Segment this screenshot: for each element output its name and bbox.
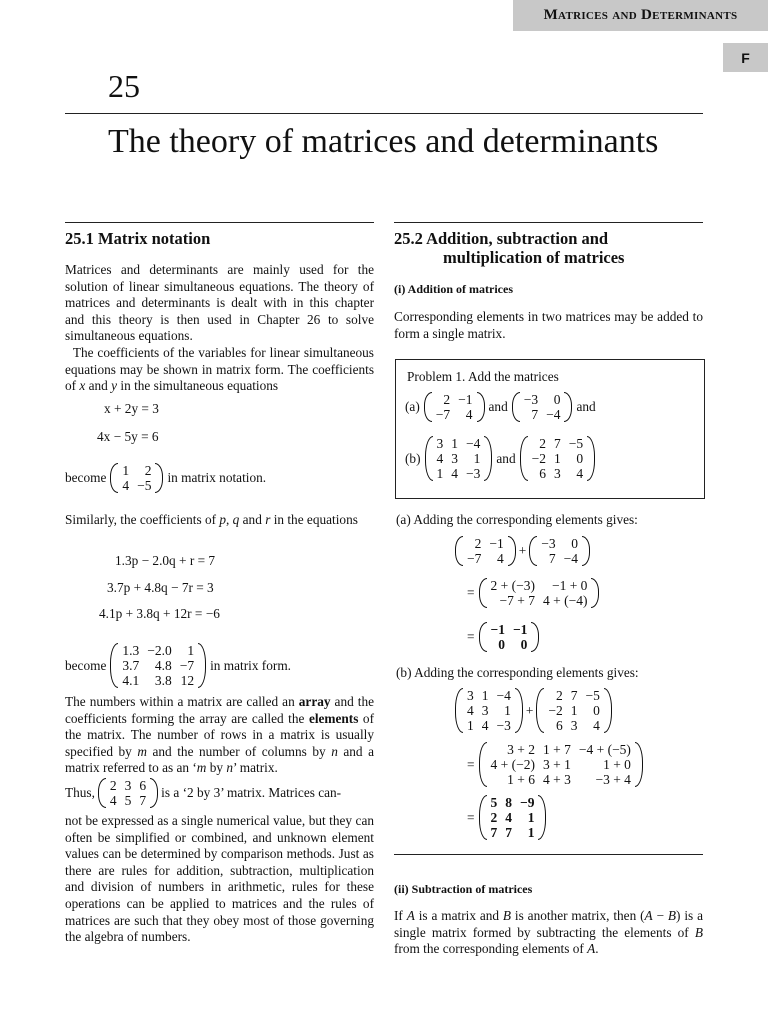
thus-suffix: is a ‘2 by 3’ matrix. Matrices can- <box>161 785 342 800</box>
matrix-left-paren <box>529 536 537 566</box>
matrix-cell: 6 <box>539 466 546 481</box>
equation-3: 1.3p − 2.0q + r = 7 <box>115 553 216 568</box>
problem-end-rule <box>394 854 703 855</box>
matrix-cell: −1 <box>489 536 504 551</box>
matrix-cell: −7 <box>179 658 195 673</box>
matrix-cell: 7 <box>505 825 512 840</box>
matrix-left-paren <box>479 622 487 652</box>
matrix-cell: 1 <box>504 703 511 718</box>
thus-line <box>65 778 341 808</box>
matrix-cell: −5 <box>137 478 152 493</box>
matrix-right-paren <box>564 392 572 422</box>
solution-b-sum <box>455 688 612 733</box>
matrix-cell: 4 <box>481 718 489 733</box>
matrix-cell: 4 <box>451 466 459 481</box>
problem-part-a <box>405 392 596 422</box>
matrix-cell: 5 <box>124 793 132 808</box>
matrix-left-paren <box>98 778 106 808</box>
equals-sign-2: = <box>467 629 475 644</box>
matrix-cell: 4 + (−2) <box>490 757 535 772</box>
matrix-cell: 1 <box>527 810 535 825</box>
matrix-cell: 3.7 <box>122 658 140 673</box>
matrix-cell: −2 <box>531 451 546 466</box>
matrix-left-paren <box>536 688 544 733</box>
become-line-1 <box>65 463 266 493</box>
matrix-cell: −4 <box>466 436 481 451</box>
matrix-cell: −4 + (−5) <box>578 742 631 757</box>
matrix-cell: 3 <box>467 688 474 703</box>
matrix-left-paren <box>512 392 520 422</box>
solution-a-matrix-2 <box>529 536 590 566</box>
addition-subheading: (i) Addition of matrices <box>394 282 513 296</box>
matrix-right-paren <box>531 622 539 652</box>
part-a-label: (a) <box>405 399 420 414</box>
matrix-cell: −4 <box>563 551 578 566</box>
matrix-cell: 4 <box>465 407 473 422</box>
solution-a-step-matrix <box>479 578 600 608</box>
matrix-cell: 7 <box>553 436 561 451</box>
matrix-left-paren <box>455 536 463 566</box>
matrix-right-paren <box>604 688 612 733</box>
matrix-cell: 1 + 6 <box>507 772 535 787</box>
matrix-cell: 1 <box>122 463 130 478</box>
matrix-right-paren <box>515 688 523 733</box>
matrix-cell: 0 <box>576 451 584 466</box>
solution-b-matrix-1 <box>455 688 523 733</box>
matrix-cell: 2 <box>443 392 451 407</box>
matrix-right-paren <box>591 578 599 608</box>
matrix-cell: −7 <box>467 551 482 566</box>
solution-b-matrix-2 <box>536 688 612 733</box>
equation-5: 4.1p + 3.8q + 12r = −6 <box>99 606 220 621</box>
matrix-cell: 7 <box>570 688 578 703</box>
matrix-cell: −7 + 7 <box>499 593 535 608</box>
matrix-cell: 1 <box>467 718 474 733</box>
matrix-cell: 0 <box>498 637 505 652</box>
matrix-cell: −3 + 4 <box>595 772 631 787</box>
equation-1: x + 2y = 3 <box>104 401 159 416</box>
matrix-cell: 1 <box>553 451 561 466</box>
matrix-cell: 0 <box>553 392 561 407</box>
matrix-cell: −3 <box>466 466 481 481</box>
matrix-cell: 0 <box>571 536 578 551</box>
matrix-cell: −4 <box>546 407 561 422</box>
section2-heading-2: multiplication of matrices <box>443 248 625 267</box>
matrix-right-paren <box>477 392 485 422</box>
matrix-cell: 4 <box>467 703 474 718</box>
matrix-cell: 1 <box>473 451 481 466</box>
problem-label: Problem 1. Add the matrices <box>407 369 559 384</box>
matrix-m2 <box>110 643 206 688</box>
chapter-number: 25 <box>108 68 140 104</box>
matrix-cell: 6 <box>139 778 147 793</box>
matrix-cell: 3 <box>553 466 561 481</box>
matrix-cell: 3 <box>481 703 489 718</box>
matrix-left-paren <box>479 578 487 608</box>
part-b-label: (b) <box>405 450 421 466</box>
and-label: and <box>488 399 508 414</box>
plus-sign: + <box>518 543 527 558</box>
matrix-right-paren <box>198 643 206 688</box>
matrix-cell: 7 <box>490 825 498 840</box>
matrix-m1 <box>110 463 163 493</box>
and-label-2: and <box>576 399 596 414</box>
matrix-cell: 4 <box>122 478 130 493</box>
matrix-right-paren <box>508 536 516 566</box>
section2-rule <box>394 222 703 223</box>
become-label-2: become <box>65 657 107 673</box>
matrix-cell: 4.1 <box>122 673 140 688</box>
matrix-cell: 4 <box>505 810 512 825</box>
matrix-cell: 4 <box>497 551 504 566</box>
matrix-cell: −2.0 <box>147 643 172 658</box>
matrix-cell: 12 <box>180 673 195 688</box>
matrix-cell: 2 <box>474 536 482 551</box>
matrix-cell: 2 <box>556 688 563 703</box>
matrix-cell: 1 <box>481 688 489 703</box>
solution-b-step <box>467 742 643 787</box>
solution-b-result <box>467 795 546 840</box>
matrix-cell: 1 + 0 <box>603 757 631 772</box>
matrix-cell: −4 <box>496 688 511 703</box>
matrix-cell: 1.3 <box>122 643 140 658</box>
matrix-cell: −3 <box>541 536 556 551</box>
solution-b-text: (b) Adding the corresponding elements gives: <box>396 665 639 680</box>
thus-label: Thus, <box>65 785 95 800</box>
matrix-cell: 3 <box>124 778 132 793</box>
matrix-cell: 0 <box>520 637 528 652</box>
matrix-cell: 2 <box>539 436 546 451</box>
matrix-right-paren <box>155 463 163 493</box>
section1-heading: 25.1 Matrix notation <box>65 229 211 248</box>
matrix-cell: 0 <box>593 703 600 718</box>
solution-a-result-matrix <box>479 622 540 652</box>
matrix-cell: 4 <box>109 793 117 808</box>
matrix-m3 <box>98 778 158 808</box>
matrix-left-paren <box>110 463 118 493</box>
equals-sign-4: = <box>467 809 475 825</box>
matrix-cell: 2 <box>490 810 498 825</box>
matrix-cell: 3 <box>570 718 578 733</box>
matrix-cell: 1 <box>436 466 444 481</box>
matrix-cell: 7 <box>548 551 556 566</box>
matrix-right-paren <box>150 778 158 808</box>
matrix-cell: 4 <box>576 466 584 481</box>
matrix-cell: −3 <box>523 392 539 407</box>
matrix-cell: 3.8 <box>154 673 172 688</box>
solution-a-sum <box>455 536 590 566</box>
and-label-3: and <box>496 450 516 466</box>
matrix-cell: −7 <box>435 407 451 422</box>
matrix-cell: 2 <box>144 463 152 478</box>
matrix-right-paren <box>538 795 546 840</box>
matrix-cell: −5 <box>585 688 600 703</box>
matrix-cell: 3 <box>436 436 444 451</box>
matrix-cell: 5 <box>490 795 498 810</box>
matrix-left-paren <box>110 643 118 688</box>
matrix-cell: 2 <box>109 778 117 793</box>
matrix-cell: −1 + 0 <box>551 578 588 593</box>
problem-b-matrix-1 <box>425 436 493 481</box>
equals-sign-3: = <box>467 756 475 772</box>
section1-paragraph-1: Matrices and determinants are mainly used for the solution of linear simultaneous equations. The theory of matrices and determinants is dealt with in this chapter and this theory is then used in Chapter 26 to solve simultaneous equations. The coefficients of the variables for linear simultaneous equations may be shown in matrix form. The coefficients of x and y in the simultaneous equations <box>65 262 374 394</box>
matrix-cell: −1 <box>490 622 505 637</box>
matrix-cell: 4 <box>593 718 600 733</box>
matrix-left-paren <box>479 742 487 787</box>
matrix-left-paren <box>455 688 463 733</box>
subtraction-subheading: (ii) Subtraction of matrices <box>394 882 533 896</box>
matrix-cell: 6 <box>556 718 563 733</box>
solution-b-result-matrix <box>479 795 547 840</box>
matrix-cell: 1 <box>570 703 578 718</box>
rules-paragraph: not be expressed as a single numerical value, but they can often be simplified or combined, and unknown element values can be determined by comparison methods. Just as there are rules for addition, subtraction, multiplication and division of numbers in arithmetic, rules for these operations can be applied to matrices and the rules of matrices are such that they obey most of those governing the algebra of numbers. <box>65 813 374 945</box>
subtraction-paragraph: If A is a matrix and B is another matrix, then (A − B) is a single matrix formed by subtracting the elements of B from the corresponding elements of A. <box>394 908 703 957</box>
solution-a-text: (a) Adding the corresponding elements gives: <box>396 512 638 527</box>
matrix-cell: −5 <box>568 436 584 451</box>
section2-heading-1: 25.2 Addition, subtraction and <box>394 229 609 248</box>
matrix-cell: 7 <box>531 407 539 422</box>
equation-2: 4x − 5y = 6 <box>97 429 159 444</box>
matrix-cell: −1 <box>458 392 473 407</box>
become-suffix-2: in matrix form. <box>210 657 291 673</box>
matrix-cell: 1 + 7 <box>542 742 571 757</box>
similarly-paragraph: Similarly, the coefficients of p, q and r in the equations <box>65 512 358 527</box>
matrix-right-paren <box>582 536 590 566</box>
solution-a-matrix-1 <box>455 536 516 566</box>
matrix-right-paren <box>635 742 643 787</box>
solution-a-result <box>467 622 539 652</box>
become-label: become <box>65 470 107 485</box>
matrix-cell: 1 <box>451 436 459 451</box>
matrix-cell: −2 <box>548 703 563 718</box>
matrix-cell: 3 + 2 <box>507 742 535 757</box>
matrix-cell: 8 <box>505 795 512 810</box>
matrix-cell: 4 + 3 <box>542 772 571 787</box>
chapter-tab: Matrices and Determinants <box>513 0 768 31</box>
matrix-left-paren <box>424 392 432 422</box>
problem-box <box>395 359 705 499</box>
matrix-cell: 3 <box>451 451 459 466</box>
section1-rule <box>65 222 374 223</box>
array-paragraph: The numbers within a matrix are called an array and the coefficients forming the array are called the elements of the matrix. The number of rows in a matrix is usually specified by m and the number of columns by n and a matrix referred to as an ‘m by n’ matrix. <box>65 694 375 776</box>
matrix-cell: 4 <box>436 451 444 466</box>
become-line-2 <box>65 643 291 688</box>
matrix-cell: −3 <box>496 718 511 733</box>
solution-a-step <box>467 578 599 608</box>
matrix-cell: 1 <box>187 643 195 658</box>
become-suffix: in matrix notation. <box>167 470 267 485</box>
matrix-cell: 1 <box>527 825 535 840</box>
matrix-cell: −1 <box>512 622 528 637</box>
matrix-left-paren <box>425 436 433 481</box>
chapter-rule <box>65 113 703 114</box>
matrix-cell: 4.8 <box>154 658 172 673</box>
part-tab: F <box>723 43 768 72</box>
problem-a-matrix-1 <box>424 392 485 422</box>
solution-b-step-matrix <box>479 742 643 787</box>
problem-a-matrix-2 <box>512 392 573 422</box>
matrix-cell: 3 + 1 <box>542 757 571 772</box>
matrix-cell: 4 + (−4) <box>542 593 588 608</box>
equals-sign: = <box>467 585 475 600</box>
matrix-cell: 2 + (−3) <box>490 578 535 593</box>
chapter-title: The theory of matrices and determinants <box>108 123 659 160</box>
matrix-cell: 7 <box>139 793 147 808</box>
addition-paragraph: Corresponding elements in two matrices may be added to form a single matrix. <box>394 309 703 341</box>
problem-b-matrix-2 <box>520 436 596 481</box>
matrix-left-paren <box>479 795 487 840</box>
matrix-cell: −9 <box>520 795 535 810</box>
equation-4: 3.7p + 4.8q − 7r = 3 <box>107 580 214 595</box>
matrix-left-paren <box>520 436 528 481</box>
plus-sign-2: + <box>525 702 534 718</box>
problem-part-b <box>405 436 595 481</box>
matrix-right-paren <box>587 436 595 481</box>
matrix-right-paren <box>484 436 492 481</box>
